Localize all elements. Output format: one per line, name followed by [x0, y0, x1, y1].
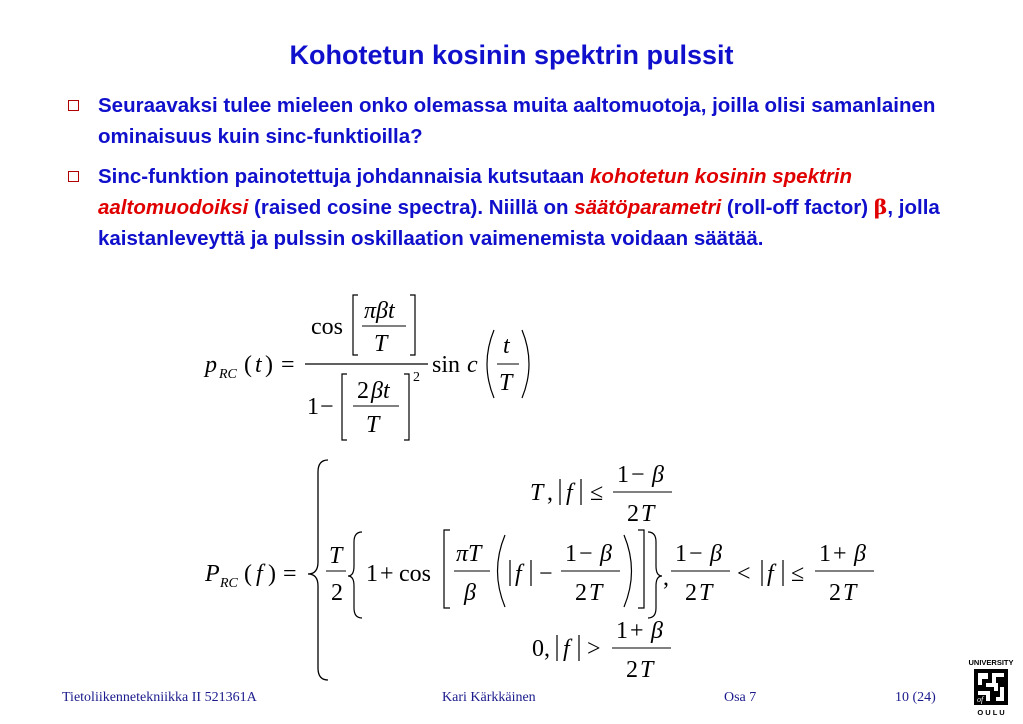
svg-text:2: 2	[829, 580, 841, 606]
bullet-2-part2: (raised cosine spectra). Niillä on	[248, 196, 575, 219]
formula-P-rc	[204, 460, 874, 683]
svg-text:2: 2	[331, 580, 343, 606]
bullet-2-part3: (roll-off factor)	[721, 196, 874, 219]
svg-text:t: t	[503, 333, 510, 359]
svg-text:T: T	[843, 580, 857, 606]
svg-text:2: 2	[685, 580, 697, 606]
svg-text:−: −	[689, 541, 703, 567]
svg-text:1: 1	[307, 394, 319, 420]
bullet-1-text: Seuraavaksi tulee mieleen onko olemassa muita aaltomuotoja, joilla olisi samanlainen ominaisuus kuin sinc-funktioilla?	[98, 94, 936, 148]
formula-p-rc	[203, 295, 529, 440]
svg-text:T: T	[366, 412, 380, 438]
svg-text:−: −	[631, 462, 645, 488]
svg-text:1: 1	[616, 618, 628, 644]
svg-text:πβt: πβt	[364, 298, 395, 324]
svg-text:+: +	[630, 618, 644, 644]
svg-text:β: β	[710, 541, 722, 567]
svg-text:2: 2	[627, 501, 639, 527]
svg-text:βt: βt	[371, 378, 390, 404]
svg-text:−: −	[539, 561, 553, 587]
svg-text:T: T	[641, 501, 655, 527]
footer-part: Osa 7	[724, 690, 757, 705]
footer-author: Kari Kärkkäinen	[442, 690, 536, 705]
svg-text:=: =	[281, 352, 295, 378]
svg-text:β: β	[464, 580, 476, 606]
svg-text:c: c	[467, 352, 478, 378]
svg-text:>: >	[587, 636, 601, 662]
svg-text:f: f	[767, 561, 774, 587]
svg-text:T: T	[589, 580, 603, 606]
raised-cosine-term: kohotetun kosinin spektrin aaltomuodoiksi	[98, 165, 852, 219]
svg-text:2: 2	[357, 378, 369, 404]
svg-text:RC: RC	[219, 367, 237, 382]
svg-text:T: T	[530, 480, 544, 506]
svg-text:+: +	[380, 561, 394, 587]
svg-text:,: ,	[547, 480, 553, 506]
svg-text:T: T	[699, 580, 713, 606]
slide-title: Kohotetun kosinin spektrin pulssit	[289, 40, 734, 70]
logo-bottom-text: O U L U	[977, 708, 1005, 717]
svg-text:T: T	[499, 370, 513, 396]
svg-text:T: T	[640, 657, 654, 683]
svg-text:β: β	[600, 541, 612, 567]
svg-text:(: (	[244, 561, 252, 587]
svg-text:T: T	[329, 543, 343, 569]
svg-text:f: f	[515, 561, 522, 587]
svg-text:−: −	[579, 541, 593, 567]
svg-text:2: 2	[413, 370, 420, 385]
svg-text:=: =	[283, 561, 297, 587]
svg-text:1: 1	[366, 561, 378, 587]
svg-text:cos: cos	[311, 314, 343, 340]
svg-text:t: t	[255, 352, 262, 378]
svg-text:1: 1	[565, 541, 577, 567]
svg-text:+: +	[833, 541, 847, 567]
svg-text:,: ,	[663, 565, 669, 591]
svg-text:<: <	[737, 561, 751, 587]
svg-text:sin: sin	[432, 352, 461, 378]
footer-course: Tietoliikennetekniikka II 521361A	[62, 690, 257, 705]
svg-text:f: f	[563, 636, 570, 662]
svg-text:πT: πT	[456, 541, 482, 567]
svg-text:2: 2	[575, 580, 587, 606]
logo-of-text: of	[977, 695, 984, 704]
logo-top-text: UNIVERSITY	[968, 658, 1014, 667]
svg-text:1: 1	[675, 541, 687, 567]
svg-text:β: β	[854, 541, 866, 567]
svg-text:cos: cos	[399, 561, 431, 587]
svg-text:f: f	[256, 561, 263, 587]
svg-text:0,: 0,	[532, 636, 550, 662]
svg-text:T: T	[374, 331, 388, 357]
svg-text:): )	[265, 352, 273, 378]
svg-text:−: −	[320, 394, 334, 420]
svg-text:1: 1	[819, 541, 831, 567]
footer-page-number: 10 (24)	[895, 690, 936, 705]
bullet-2-part4: , jolla kaistanleveyttä ja pulssin oskillaation vaimenemista voidaan säätää.	[98, 196, 940, 250]
svg-text:2: 2	[626, 657, 638, 683]
svg-text:β: β	[651, 618, 663, 644]
svg-text:≤: ≤	[791, 561, 805, 587]
svg-text:(: (	[244, 352, 252, 378]
university-of-oulu-logo	[968, 657, 1014, 717]
svg-text:1: 1	[617, 462, 629, 488]
svg-text:f: f	[566, 480, 573, 506]
beta-symbol: β	[873, 195, 888, 219]
svg-text:P: P	[205, 561, 220, 587]
svg-text:β: β	[652, 462, 664, 488]
svg-text:≤: ≤	[590, 480, 604, 506]
bullet-2-part1: Sinc-funktion painotettuja johdannaisia kutsutaan	[98, 165, 591, 188]
svg-text:p: p	[205, 352, 217, 378]
svg-text:RC: RC	[220, 576, 238, 591]
svg-text:): )	[268, 561, 276, 587]
rolloff-term: säätöparametri	[574, 196, 722, 219]
